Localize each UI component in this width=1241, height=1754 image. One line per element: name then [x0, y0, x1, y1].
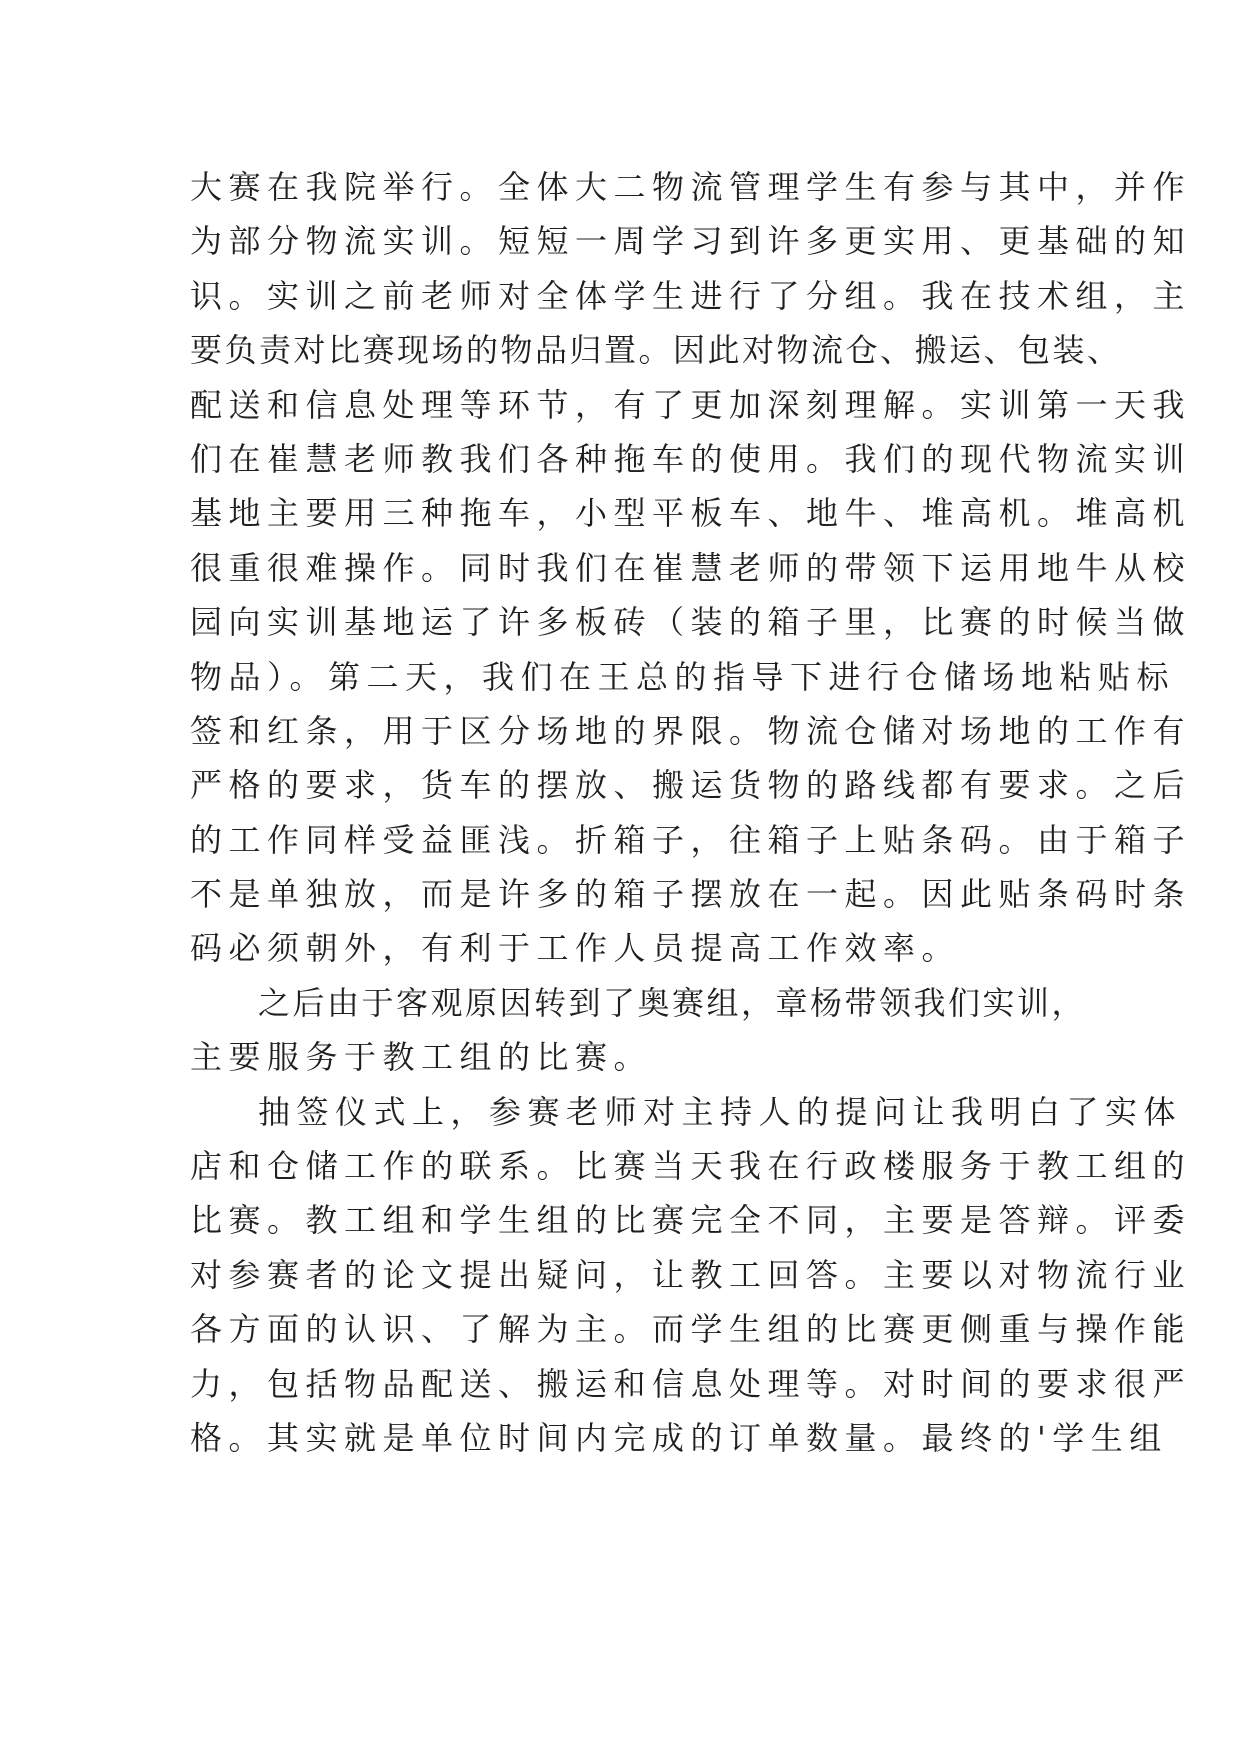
- text-line: 店和仓储工作的联系。比赛当天我在行政楼服务于教工组的: [190, 1147, 1192, 1186]
- text-line: 抽签仪式上，参赛老师对主持人的提问让我明白了实体: [258, 1092, 1183, 1131]
- text-line: 的工作同样受益匪浅。折箱子，往箱子上贴条码。由于箱子: [190, 820, 1192, 859]
- text-line: 识。实训之前老师对全体学生进行了分组。我在技术组，主: [190, 276, 1192, 315]
- text-line: 严格的要求，货车的摆放、搬运货物的路线都有要求。之后: [190, 766, 1192, 805]
- text-line: 大赛在我院举行。全体大二物流管理学生有参与其中，并作: [190, 168, 1192, 206]
- text-line: 之后由于客观原因转到了奥赛组，章杨带领我们实训，: [258, 983, 1087, 1022]
- text-line: 园向实训基地运了许多板砖（装的箱子里，比赛的时候当做: [190, 603, 1192, 642]
- text-line: 比赛。教工组和学生组的比赛完全不同，主要是答辩。评委: [190, 1201, 1192, 1240]
- text-line: 为部分物流实训。短短一周学习到许多更实用、更基础的知: [190, 222, 1192, 261]
- text-line: 不是单独放，而是许多的箱子摆放在一起。因此贴条码时条: [190, 875, 1192, 914]
- text-line: 力，包括物品配送、搬运和信息处理等。对时间的要求很严: [190, 1364, 1192, 1403]
- text-line: 要负责对比赛现场的物品归置。因此对物流仓、搬运、包装、: [190, 331, 1122, 370]
- text-line: 基地主要用三种拖车，小型平板车、地牛、堆高机。堆高机: [190, 494, 1192, 533]
- text-line: 各方面的认识、了解为主。而学生组的比赛更侧重与操作能: [190, 1310, 1192, 1349]
- text-line: 物品）。第二天，我们在王总的指导下进行仓储场地粘贴标: [190, 657, 1176, 696]
- paragraph-3: [190, 1085, 1190, 1466]
- text-line: 主要服务于教工组的比赛。: [190, 1038, 653, 1077]
- text-line: 签和红条，用于区分场地的界限。物流仓储对场地的工作有: [190, 711, 1192, 750]
- text-line: 码必须朝外，有利于工作人员提高工作效率。: [190, 929, 961, 968]
- text-line: 很重很难操作。同时我们在崔慧老师的带领下运用地牛从校: [190, 548, 1192, 587]
- text-line: 对参赛者的论文提出疑问，让教工回答。主要以对物流行业: [190, 1255, 1192, 1294]
- text-line: 配送和信息处理等环节，有了更加深刻理解。实训第一天我: [190, 385, 1192, 424]
- paragraph-2: [190, 976, 1190, 1085]
- text-line: 格。其实就是单位时间内完成的订单数量。最终的'学生组: [190, 1418, 1168, 1457]
- text-line: 们在崔慧老师教我们各种拖车的使用。我们的现代物流实训: [190, 439, 1192, 478]
- body-text: [190, 160, 1190, 1465]
- paragraph-1: [190, 160, 1190, 976]
